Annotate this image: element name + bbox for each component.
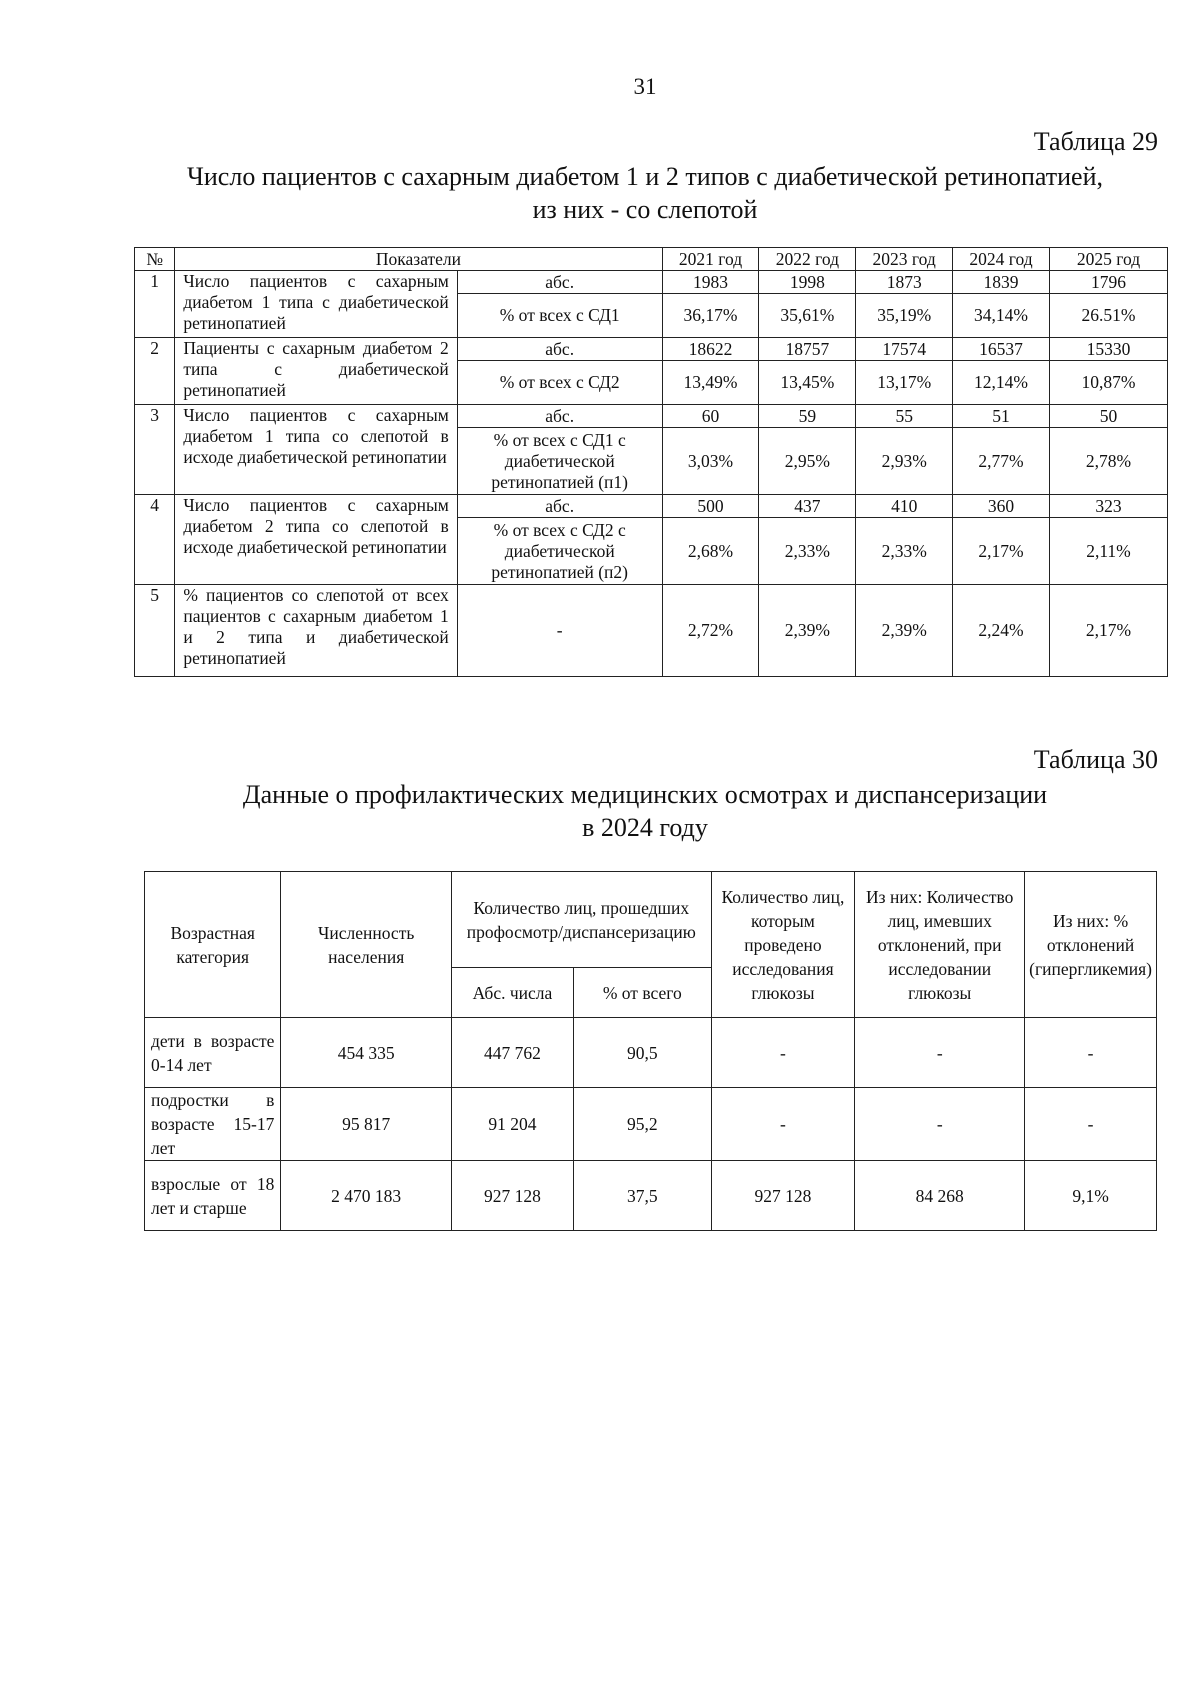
category-cell: дети в возрасте 0-14 лет (145, 1018, 281, 1088)
value-cell: 12,14% (953, 361, 1050, 405)
table30-label: Таблица 30 (1033, 745, 1158, 774)
row-number: 3 (135, 405, 175, 495)
header-year: 2022 год (759, 248, 856, 271)
table29-title-line1: Число пациентов с сахарным диабетом 1 и 2 типов с диабетической ретинопатией, (187, 162, 1103, 191)
header-indicator: Показатели (175, 248, 662, 271)
value-cell: 60 (662, 405, 759, 428)
indicator-name: Число пациентов с сахарным диабетом 2 типа со слепотой в исходе диабетической ретинопатии (175, 495, 457, 585)
value-cell: 3,03% (662, 428, 759, 495)
header-deviation-pct: Из них: % отклонений (гипергликемия) (1025, 872, 1157, 1018)
value-cell: 13,45% (759, 361, 856, 405)
value-cell: 454 335 (281, 1018, 452, 1088)
measure-label: % от всех с СД1 с диабетической ретинопатией (п1) (457, 428, 662, 495)
table-row (145, 1018, 1157, 1088)
value-cell: 37,5 (574, 1161, 712, 1231)
table29-title-line2: из них - со слепотой (532, 195, 758, 224)
value-cell: - (1025, 1088, 1157, 1161)
measure-label: - (457, 585, 662, 677)
table30-title-line1: Данные о профилактических медицинских осмотрах и диспансеризации (242, 780, 1048, 809)
header-year: 2021 год (662, 248, 759, 271)
table-row (145, 1161, 1157, 1231)
measure-label: % от всех с СД1 (457, 294, 662, 338)
header-deviations: Из них: Количество лиц, имевших отклонений, при исследовании глюкозы (855, 872, 1025, 1018)
header-category: Возрастная категория (145, 872, 281, 1018)
table-row (145, 1088, 1157, 1161)
table30-title-line2: в 2024 году (582, 813, 708, 842)
table-row (135, 495, 1168, 518)
value-cell: 410 (856, 495, 953, 518)
table-row (135, 338, 1168, 361)
value-cell: 437 (759, 495, 856, 518)
value-cell: 2,11% (1049, 518, 1167, 585)
value-cell: 2,33% (856, 518, 953, 585)
value-cell: 50 (1049, 405, 1167, 428)
table-row (135, 405, 1168, 428)
indicator-name: Число пациентов с сахарным диабетом 1 типа со слепотой в исходе диабетической ретинопатии (175, 405, 457, 495)
header-year: 2025 год (1049, 248, 1167, 271)
value-cell: 323 (1049, 495, 1167, 518)
value-cell: 2,33% (759, 518, 856, 585)
value-cell: 1873 (856, 271, 953, 294)
measure-label: абс. (457, 271, 662, 294)
page-number: 31 (633, 74, 657, 99)
value-cell: 36,17% (662, 294, 759, 338)
table-row (135, 585, 1168, 677)
header-passed: Количество лиц, прошедших профосмотр/диспансеризацию (451, 872, 711, 968)
value-cell: 13,49% (662, 361, 759, 405)
measure-label: % от всех с СД2 (457, 361, 662, 405)
table29-label: Таблица 29 (1033, 127, 1158, 156)
table30-title (60, 778, 1200, 844)
value-cell: 55 (856, 405, 953, 428)
value-cell: 95 817 (281, 1088, 452, 1161)
value-cell: 2,39% (856, 585, 953, 677)
row-number: 4 (135, 495, 175, 585)
table29-title (60, 160, 1200, 226)
measure-label: абс. (457, 405, 662, 428)
value-cell: 927 128 (711, 1161, 855, 1231)
value-cell: 34,14% (953, 294, 1050, 338)
row-number: 5 (135, 585, 175, 677)
category-cell: подростки в возрасте 15-17 лет (145, 1088, 281, 1161)
value-cell: 35,19% (856, 294, 953, 338)
measure-label: абс. (457, 495, 662, 518)
value-cell: 18622 (662, 338, 759, 361)
indicator-name: Число пациентов с сахарным диабетом 1 типа с диабетической ретинопатией (175, 271, 457, 338)
value-cell: 59 (759, 405, 856, 428)
value-cell: 2,24% (953, 585, 1050, 677)
header-abs: Абс. числа (451, 968, 573, 1018)
value-cell: 13,17% (856, 361, 953, 405)
header-population: Численность населения (281, 872, 452, 1018)
value-cell: 16537 (953, 338, 1050, 361)
value-cell: 15330 (1049, 338, 1167, 361)
value-cell: 2,72% (662, 585, 759, 677)
header-year: 2023 год (856, 248, 953, 271)
value-cell: 90,5 (574, 1018, 712, 1088)
value-cell: 1839 (953, 271, 1050, 294)
value-cell: 2,17% (953, 518, 1050, 585)
row-number: 1 (135, 271, 175, 338)
value-cell: - (711, 1088, 855, 1161)
value-cell: 95,2 (574, 1088, 712, 1161)
header-year: 2024 год (953, 248, 1050, 271)
value-cell: 9,1% (1025, 1161, 1157, 1231)
measure-label: абс. (457, 338, 662, 361)
value-cell: 2,95% (759, 428, 856, 495)
value-cell: 10,87% (1049, 361, 1167, 405)
value-cell: 2,93% (856, 428, 953, 495)
value-cell: 51 (953, 405, 1050, 428)
value-cell: 17574 (856, 338, 953, 361)
table30-header-row (145, 872, 1157, 968)
indicator-name: Пациенты с сахарным диабетом 2 типа с диабетической ретинопатией (175, 338, 457, 405)
value-cell: - (855, 1088, 1025, 1161)
value-cell: 26.51% (1049, 294, 1167, 338)
category-cell: взрослые от 18 лет и старше (145, 1161, 281, 1231)
table30 (144, 871, 1157, 1231)
value-cell: 91 204 (451, 1088, 573, 1161)
value-cell: 2,77% (953, 428, 1050, 495)
value-cell: 84 268 (855, 1161, 1025, 1231)
value-cell: 2,68% (662, 518, 759, 585)
table29-header-row (135, 248, 1168, 271)
value-cell: 360 (953, 495, 1050, 518)
value-cell: 2,39% (759, 585, 856, 677)
value-cell: 447 762 (451, 1018, 573, 1088)
value-cell: 1796 (1049, 271, 1167, 294)
table-row (135, 271, 1168, 294)
header-pct: % от всего (574, 968, 712, 1018)
measure-label: % от всех с СД2 с диабетической ретинопатией (п2) (457, 518, 662, 585)
value-cell: 927 128 (451, 1161, 573, 1231)
value-cell: 1998 (759, 271, 856, 294)
value-cell: 2,17% (1049, 585, 1167, 677)
value-cell: 500 (662, 495, 759, 518)
header-no: № (135, 248, 175, 271)
indicator-name: % пациентов со слепотой от всех пациентов с сахарным диабетом 1 и 2 типа и диабетической ретинопатией (175, 585, 457, 677)
value-cell: - (855, 1018, 1025, 1088)
value-cell: - (711, 1018, 855, 1088)
row-number: 2 (135, 338, 175, 405)
value-cell: 2 470 183 (281, 1161, 452, 1231)
value-cell: 18757 (759, 338, 856, 361)
value-cell: - (1025, 1018, 1157, 1088)
table29 (134, 247, 1168, 677)
value-cell: 2,78% (1049, 428, 1167, 495)
value-cell: 35,61% (759, 294, 856, 338)
header-glucose: Количество лиц, которым проведено исследования глюкозы (711, 872, 855, 1018)
value-cell: 1983 (662, 271, 759, 294)
